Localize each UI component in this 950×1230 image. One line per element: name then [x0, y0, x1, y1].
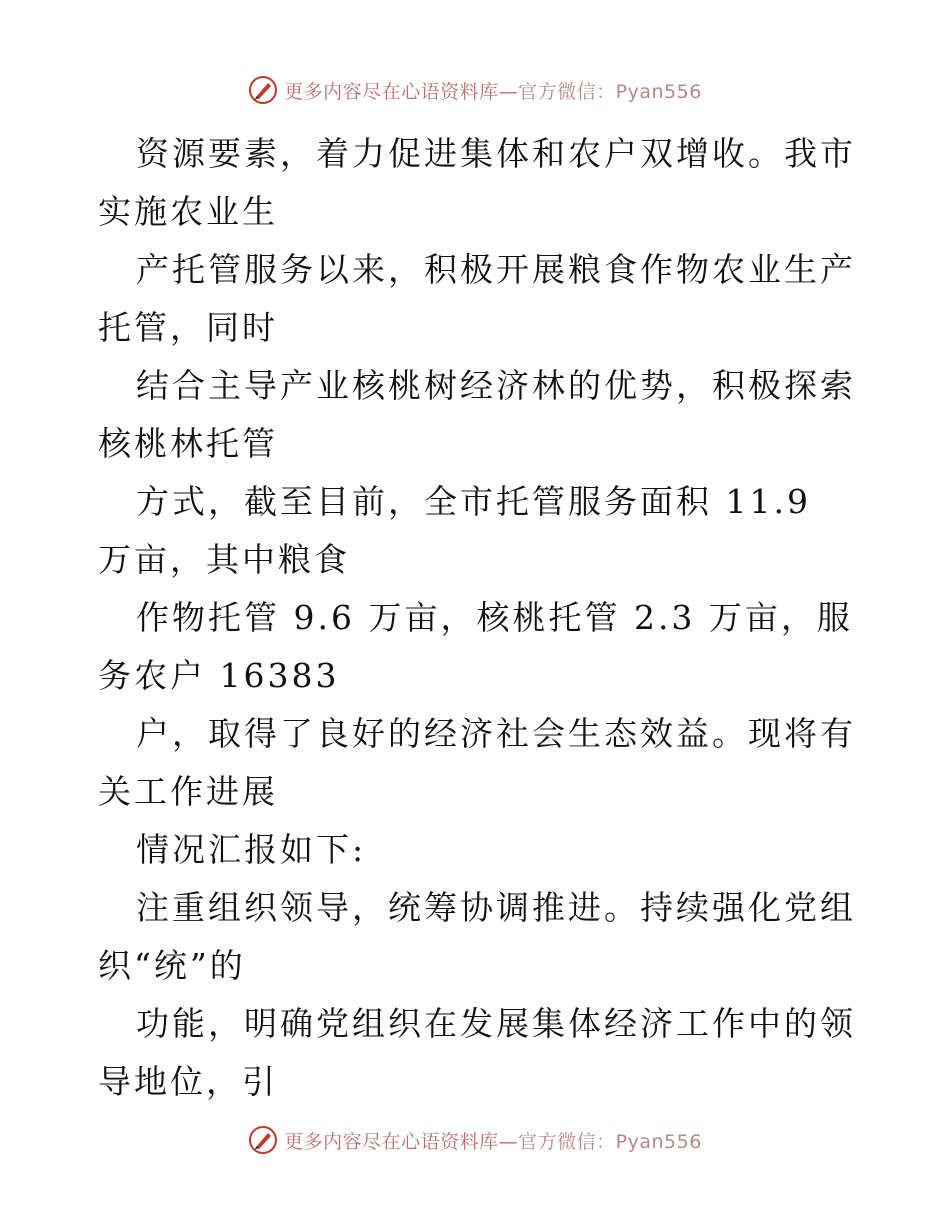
- paragraph-7: 情况汇报如下:: [136, 830, 367, 869]
- footer-banner-wechat-text: 官方微信：Pyan556: [518, 1130, 702, 1153]
- header-banner-text: [284, 77, 702, 104]
- header-banner-main-text: 更多内容尽在心语资料库—: [284, 80, 519, 103]
- header-watermark-banner: [0, 70, 950, 110]
- paragraph-4: 方式，截至目前，全市托管服务面积 11.9 万亩，其中粮食: [98, 482, 811, 579]
- paragraph-1: 资源要素，着力促进集体和农户双增收。我市实施农业生: [98, 134, 856, 231]
- red-quill-logo-icon: [248, 1125, 278, 1155]
- paragraph-5: 作物托管 9.6 万亩，核桃托管 2.3 万亩，服务农户 16383: [98, 598, 853, 695]
- footer-watermark-banner: [0, 1120, 950, 1160]
- paragraph-2: 产托管服务以来，积极开展粮食作物农业生产托管，同时: [98, 250, 856, 347]
- paragraph-6: 户，取得了良好的经济社会生态效益。现将有关工作进展: [98, 714, 856, 811]
- paragraph-9: 功能，明确党组织在发展集体经济工作中的领导地位，引: [98, 1004, 856, 1101]
- paragraph-8: 注重组织领导，统筹协调推进。持续强化党组织“统”的: [98, 888, 856, 985]
- paragraph-3: 结合主导产业核桃树经济林的优势，积极探索核桃林托管: [98, 366, 856, 463]
- header-banner-wechat-text: 官方微信：Pyan556: [518, 80, 702, 103]
- red-quill-logo-icon: [248, 75, 278, 105]
- document-body: [98, 125, 858, 1111]
- footer-banner-main-text: 更多内容尽在心语资料库—: [284, 1130, 519, 1153]
- footer-banner-text: [284, 1127, 702, 1154]
